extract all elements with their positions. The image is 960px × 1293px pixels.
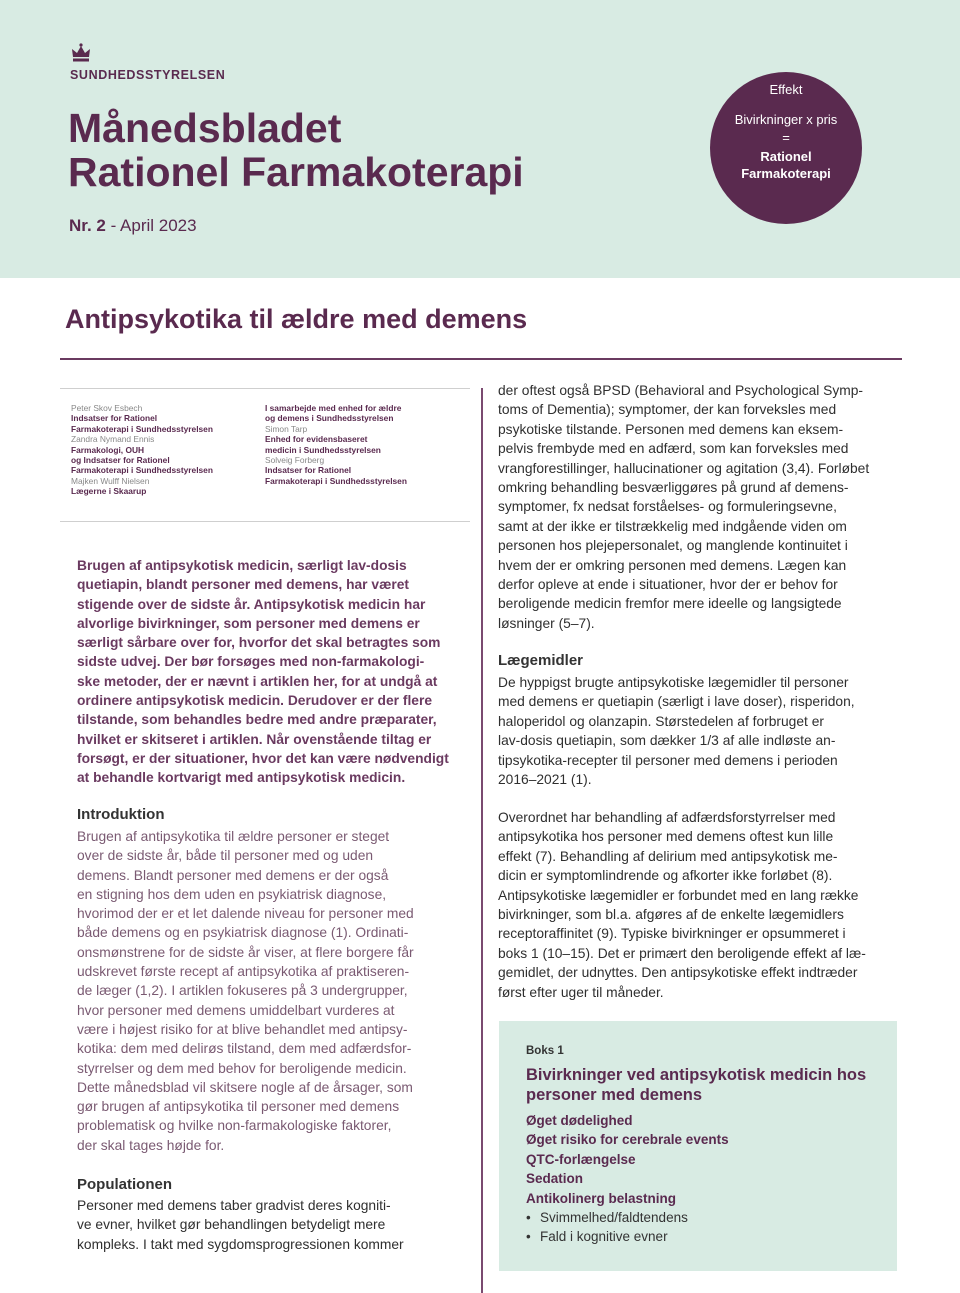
author-affiliation: Enhed for evidensbaseret — [265, 434, 368, 445]
bpsd-paragraph — [498, 381, 890, 633]
lead-paragraph — [77, 556, 455, 788]
body-line: haloperidol og olanzapin. Størstedelen af forbruget er — [498, 713, 824, 729]
author-name: Majken Wulff Nielsen — [71, 475, 150, 486]
author-affiliation: Lægerne i Skaarup — [71, 486, 147, 497]
body-line: symptomer, fx nedsat forståelses- og formuleringsevne, — [498, 499, 837, 515]
body-line: Personer med demens taber gradvist deres kogniti- — [77, 1198, 391, 1213]
body-line: toms of Dementia); symptomer, der kan forveksles med — [498, 402, 837, 418]
intro-line: gør brugen af antipsykotika til personer med demens — [77, 1099, 400, 1115]
lead-line: ske metoder, der er nævnt i artiklen her, for at undgå at — [77, 673, 438, 689]
publication-title — [68, 106, 524, 194]
authors-right — [265, 403, 465, 486]
author-affiliation: Farmakoterapi i Sundhedsstyrelsen — [265, 475, 407, 486]
box-bullet: • Fald i kognitive evner — [526, 1227, 688, 1246]
box-item: Øget dødelighed — [526, 1113, 633, 1128]
body-line: der oftest også BPSD (Behavioral and Psychological Symp- — [498, 383, 864, 398]
body-line: gemidlet, der udnyttes. Den antipsykotiske effekt indtræder — [498, 965, 858, 981]
masthead — [0, 0, 960, 278]
intro-line: være i højest risiko for at blive behandlet med antipsy- — [77, 1021, 408, 1037]
intro-line: de læger (1,2). I artiklen fokuseres på 3 undergrupper, — [77, 983, 408, 999]
author-name: Zandra Nymand Ennis — [71, 434, 155, 445]
badge-line-3: = — [782, 130, 790, 145]
collaboration-note: og demens i Sundhedsstyrelsen — [265, 413, 394, 424]
body-line: beroligende medicin fremfor mere ideelle og langsigtede — [498, 596, 842, 612]
body-line: bivirkninger, som bl.a. afgøres af de enkelte lægemidlers — [498, 907, 844, 923]
title-line-2: Rationel Farmakoterapi — [68, 149, 524, 195]
body-line: med demens er quetiapin (særligt i lave doser), risperidon, — [498, 694, 855, 710]
article-title: Antipsykotika til ældre med demens — [65, 304, 528, 334]
lead-line: sidste udvej. Der bør forsøges med non-farmakologi- — [77, 654, 425, 670]
rational-pharmacotherapy-badge — [710, 72, 862, 224]
lead-line: tilstande, som behandles bedre med andre præparater, — [77, 712, 437, 728]
author-name: Solveig Forberg — [265, 455, 325, 466]
intro-line: problematisk og hvilke non-farmakologiske faktorer, — [77, 1118, 392, 1134]
box-bullets — [526, 1208, 688, 1247]
box-item: Antikolinerg belastning — [526, 1190, 677, 1206]
lead-line: alvorlige bivirkninger, som personer med demens er — [77, 615, 420, 631]
badge-line-4a: Rationel — [760, 149, 812, 164]
body-line: Overordnet har behandling af adfærdsforstyrrelser med — [498, 810, 836, 825]
body-line: ve evner, hvilket gør behandlingen betydeligt mere — [77, 1217, 386, 1233]
body-line: derfor opleve at ende i situationer, hvor der er behov for — [498, 577, 838, 593]
badge-line-1: Effekt — [769, 82, 803, 97]
body-line: pelvis frembyde med en adfærd, som kan forveksles med — [498, 441, 849, 457]
body-line: løsninger (5–7). — [498, 615, 595, 631]
intro-line: demens. Blandt personer med demens er der også — [77, 867, 389, 883]
author-affiliation: Indsatser for Rationel — [265, 465, 352, 476]
crown-icon — [70, 42, 92, 64]
intro-line: en stigning hos dem uden en psykiatrisk diagnose, — [77, 886, 387, 902]
box-item: Øget risiko for cerebrale events — [526, 1132, 729, 1148]
badge-line-4 — [710, 148, 862, 182]
drugs-paragraph — [498, 673, 890, 789]
body-line: lav-dosis quetiapin, som dækker 1/3 af alle indløste an- — [498, 733, 836, 749]
author-name: Peter Skov Esbech — [71, 403, 143, 413]
population-paragraph — [77, 1196, 457, 1254]
issue-info — [69, 216, 197, 236]
body-line: først efter uger til måneder. — [498, 984, 664, 1000]
column-divider — [481, 388, 483, 1293]
drugs-heading: Lægemidler — [498, 652, 584, 669]
lead-line: ordinere antipsykotisk medicin. Derudover er der flere — [77, 693, 433, 709]
lead-line: stigende over de sidste år. Antipsykotisk medicin har — [77, 596, 426, 612]
title-divider — [60, 358, 902, 360]
intro-line: styrrelser og dem med behov for beroligende medicin. — [77, 1060, 407, 1076]
box-item: Sedation — [526, 1171, 584, 1187]
author-name: Simon Tarp — [265, 423, 308, 434]
box-label: Boks 1 — [526, 1045, 564, 1057]
agency-name: SUNDHEDSSTYRELSEN — [70, 68, 226, 82]
lead-line: forsøgt, er der situationer, hvor det kan være nødvendigt — [77, 750, 449, 766]
author-affiliation: Farmakoterapi i Sundhedsstyrelsen — [71, 423, 213, 434]
title-line-1: Månedsbladet — [68, 105, 342, 151]
authors-block — [60, 388, 470, 522]
intro-line: onsmønstrene for de sidste år viser, at flere borgere får — [77, 944, 414, 960]
effect-paragraph — [498, 808, 890, 1002]
box-bullet: • Svimmelhed/faldtendens — [526, 1208, 688, 1227]
intro-heading: Introduktion — [77, 806, 165, 823]
author-affiliation: medicin i Sundhedsstyrelsen — [265, 444, 381, 455]
author-affiliation: og Indsatser for Rationel — [71, 455, 170, 466]
body-line: receptoraffinitet (9). Typiske bivirkninger er opsummeret i — [498, 926, 846, 942]
lead-line: at behandle kortvarigt med antipsykotisk medicin. — [77, 770, 406, 786]
body-line: hvem der er omkring personen med demens. Lægen kan — [498, 557, 847, 573]
lead-line: quetiapin, blandt personer med demens, har været — [77, 577, 409, 593]
intro-line: hvor personer med demens umiddelbart vurderes at — [77, 1002, 395, 1018]
intro-line: Dette månedsblad vil skitsere nogle af de årsager, som — [77, 1079, 413, 1095]
body-line: boks 1 (10–15). Det er primært den beroligende effekt af læ- — [498, 945, 866, 961]
intro-line: hvorimod der er et let dalende niveau for personer med — [77, 906, 414, 922]
box-item: QTC-forlængelse — [526, 1151, 636, 1167]
body-line: omkring behandling besværliggøres på grund af demens- — [498, 480, 849, 496]
side-effects-box — [499, 1021, 897, 1271]
intro-line: udskrevet første recept af antipsykotika af praktiseren- — [77, 964, 410, 980]
author-affiliation: Indsatser for Rationel — [71, 413, 158, 424]
author-affiliation: Farmakologi, OUH — [71, 444, 145, 455]
issue-number: Nr. 2 — [69, 216, 106, 235]
body-line: vrangforestillinger, hallucinationer og agitation (3,4). Forløbet — [498, 460, 870, 476]
population-heading: Populationen — [77, 1176, 172, 1193]
body-line: effekt (7). Behandling af delirium med antipsykotisk me- — [498, 848, 838, 864]
body-line: De hyppigst brugte antipsykotiske lægemidler til personer — [498, 675, 849, 690]
badge-line-4b: Farmakoterapi — [741, 166, 831, 181]
intro-line: over de sidste år, både til personer med og uden — [77, 848, 374, 864]
box-items — [526, 1111, 729, 1208]
body-line: dicin er symptomlindrende og afkorter ikke forløbet (8). — [498, 868, 833, 884]
body-line: 2016–2021 (1). — [498, 772, 592, 788]
body-line: tipsykotika-recepter til personer med demens i perioden — [498, 752, 838, 768]
body-line: psykotiske tilstande. Personen med demens kan eksem- — [498, 421, 844, 437]
box-title: Bivirkninger ved antipsykotisk medicin hos personer med demens — [526, 1066, 867, 1104]
body-line: personen hos plejepersonalet, og manglende kontinuitet i — [498, 538, 848, 554]
intro-line: kotika: dem med delirøs tilstand, dem med adfærdsfor- — [77, 1041, 412, 1057]
intro-paragraph — [77, 827, 455, 1155]
badge-line-2: Bivirkninger x pris — [734, 112, 838, 127]
body-line: kompleks. I takt med sygdomsprogressionen kommer — [77, 1236, 404, 1252]
intro-line: Brugen af antipsykotika til ældre personer er steget — [77, 829, 390, 844]
collaboration-note: I samarbejde med enhed for ældre — [265, 403, 402, 413]
lead-line: hvilket er skitseret i artiklen. Når ovenstående tiltag er — [77, 731, 432, 747]
lead-line: særligt sårbare over for, hvorfor det skal betragtes som — [77, 635, 441, 651]
author-affiliation: Farmakoterapi i Sundhedsstyrelsen — [71, 465, 213, 476]
lead-line: Brugen af antipsykotisk medicin, særligt lav-dosis — [77, 558, 407, 573]
intro-line: både demens og en psykiatrisk diagnose (1). Ordinati- — [77, 925, 409, 941]
body-line: Antipsykotiske lægemidler er forbundet med en lang række — [498, 887, 859, 903]
body-line: samt at der ikke er tilstrækkelig med indgående viden om — [498, 518, 847, 534]
body-line: antipsykotika hos personer med demens oftest kun lille — [498, 829, 834, 845]
issue-date: - April 2023 — [105, 216, 197, 235]
intro-line: der skal tages højde for. — [77, 1137, 225, 1153]
authors-left — [71, 403, 261, 497]
